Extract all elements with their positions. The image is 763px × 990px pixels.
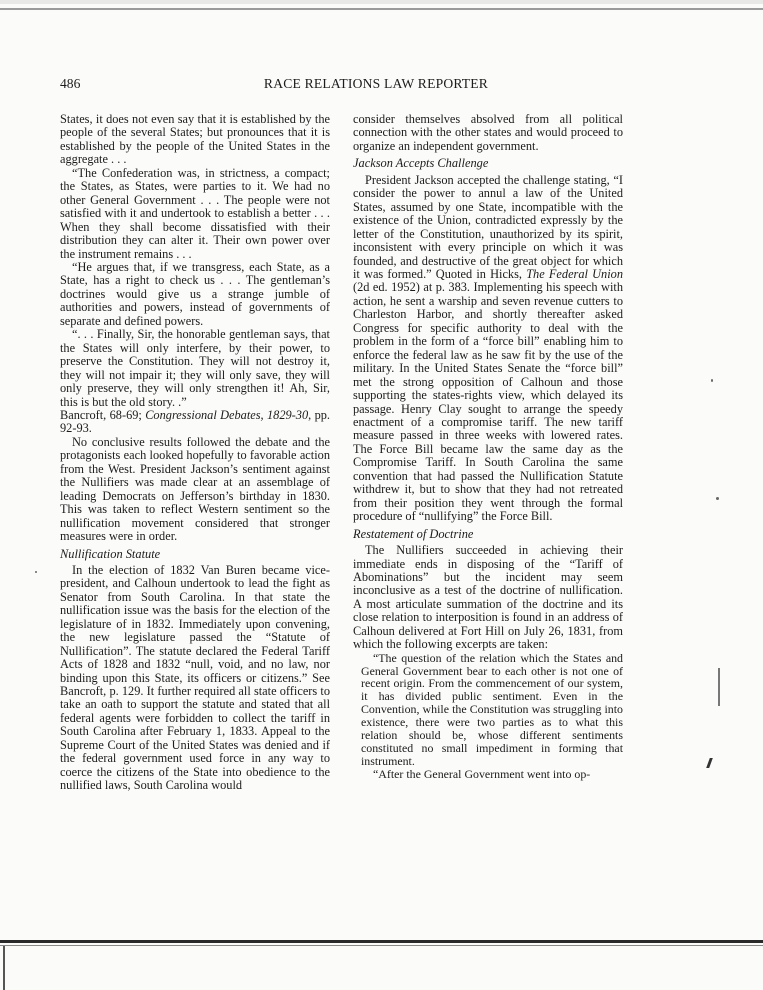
section-heading: Jackson Accepts Challenge xyxy=(353,156,489,171)
right-column xyxy=(353,113,623,781)
paragraph xyxy=(60,261,330,328)
block-quote xyxy=(361,768,623,781)
paragraph-text: In the election of 1832 Van Buren became vice-president, and Calhoun undertook to lead the fight as Senator from South Carolina. In that state the nullification issue was the basis for the election of the legislature of in 1832. Immediately upon convening, the new legislature passed the “Statute of Nullification”. The statute declared the Federal Tariff Acts of 1828 and 1832 “null, void, and no law, nor binding upon this State, its officers or citizens.” See Bancroft, p. 129. It further required all state officers to take an oath to support the statute and stated that all federal agents were forbidden to collect the tariff in South Carolina after February 1, 1833. Appeal to the Supreme Court of the United States was denied and if the federal government used force in any way to coerce the citizens of the State into obedience to the nullified laws, South Carolina would xyxy=(60,562,330,793)
paragraph-text: President Jackson accepted the challenge stating, “I consider the power to annul a law of the United States, assumed by one State, incompatible with the existence of the Union, contradicted expressly by the letter of the Constitution, unauthorized by its spirit, inconsistent with every principle on which it was founded, and destructive of the great object for which it was formed.” Quoted in Hicks, xyxy=(353,172,623,281)
scan-speck xyxy=(716,497,719,500)
paragraph-text: “The question of the relation which the States and General Government bear to each other is not one of recent origin. From the commencement of our system, it has divided public sentiment. Even in the Convention, while the Constitution was struggling into existence, there were two parties as to what this relation should be, whose different sentiments constituted no small impediment in forming that instrument. xyxy=(361,650,623,768)
scan-top-rule xyxy=(0,8,763,10)
paragraph-text: States, it does not even say that it is established by the people of the several States; but pronounces that it is established by the people of the United States in the aggregate . . . xyxy=(60,112,330,167)
scan-bottom-edge xyxy=(3,946,5,990)
paragraph xyxy=(60,328,330,409)
citation-title: The Federal Union xyxy=(526,266,624,281)
paragraph-text: No conclusive results followed the debate and the protagonists each looked hopefully to favorable action from the West. President Jackson’s sentiment against the Nullifiers was made clear at an assemblage of leading Democrats on Jefferson’s birthday in 1830. This was taken to reflect Western sentiment so the nullification movement considered that stronger measures were in order. xyxy=(60,434,330,544)
scan-margin-mark xyxy=(706,758,713,768)
paragraph xyxy=(60,167,330,261)
page-number: 486 xyxy=(60,76,81,91)
paragraph-text: The Nullifiers succeeded in achieving their immediate ends in disposing of the “Tariff of Abominations” but the incident may seem inconclusive as a test of the doctrine of nullification. A most articulate summation of the doctrine and its close relation to interposition is found in an address of Calhoun delivered at Fort Hill on July 26, 1831, from which the following excerpts are taken: xyxy=(353,543,623,652)
citation-title: Congressional Debates, 1829-30 xyxy=(145,407,309,422)
paragraph-text: (2d ed. 1952) at p. 383. Implementing his speech with action, he sent a warship and seven revenue cutters to Charleston Harbor, and shortly thereafter asked Congress for specific authority to deal with the problem in the form of a “force bill” enabling him to enforce the federal law as he saw fit by the use of the military. In the United States Senate the “force bill” met the strong opposition of Calhoun and those supporting the states-rights view, which delayed its passage. Henry Clay sought to arrange the speedy enactment of a compromise tariff. The new tariff measure passed in three weeks with lowered rates. The Force Bill became law the same day as the Compromise Tariff. In South Carolina the same convention that had passed the Nullification Statute withdrew it, but to show that they had not retreated from their position they went through the formal procedure of “nullifying” the Force Bill. xyxy=(353,280,623,524)
paragraph-text: Bancroft, 68-69; xyxy=(60,407,146,422)
paragraph xyxy=(353,544,623,652)
paragraph xyxy=(60,436,330,544)
block-quote xyxy=(361,652,623,768)
scan-bottom-rule xyxy=(0,940,763,943)
paragraph xyxy=(353,174,623,524)
paragraph-text: “The Confederation was, in strictness, a compact; the States, as States, were parties to it. We had no other General Government . . . The people were not satisfied with it and undertook to establish a better . . . When they shall become dissatisfied with their distribution they can alter it. Their own power over the instrument remains . . . xyxy=(60,165,330,261)
paragraph-text: , pp. 92-93. xyxy=(60,407,331,436)
paragraph-text: “He argues that, if we transgress, each State, as a State, has a right to check us . . . The gentleman’s doctrines would give us a strange jumble of authorities and powers, instead of governments of separate and defined powers. xyxy=(60,259,330,328)
running-title: RACE RELATIONS LAW REPORTER xyxy=(263,76,489,91)
paragraph xyxy=(60,113,330,167)
scan-speck xyxy=(35,571,37,573)
scan-speck xyxy=(711,379,713,382)
scan-bottom-rule-thin xyxy=(0,945,763,946)
left-column xyxy=(60,113,330,793)
paragraph xyxy=(353,113,623,153)
paragraph xyxy=(60,564,330,793)
scan-top-shadow xyxy=(0,0,763,4)
paragraph xyxy=(60,409,330,436)
paragraph-text: consider themselves absolved from all political connection with the other states and would proceed to organize an independent government. xyxy=(353,112,623,153)
page-header xyxy=(60,76,692,96)
section-heading: Restatement of Doctrine xyxy=(353,526,474,541)
scan-margin-mark xyxy=(718,668,720,706)
section-heading: Nullification Statute xyxy=(60,546,161,561)
paragraph-text: “. . . Finally, Sir, the honorable gentleman says, that the States will only interfere, by their power, to preserve the Constitution. They will not destroy it, they will not impair it; they will only save, they will only preserve, they will only strengthen it! Ah, Sir, this is but the old story. .” xyxy=(60,327,330,409)
paragraph-text: “After the General Government went into op- xyxy=(373,766,591,781)
